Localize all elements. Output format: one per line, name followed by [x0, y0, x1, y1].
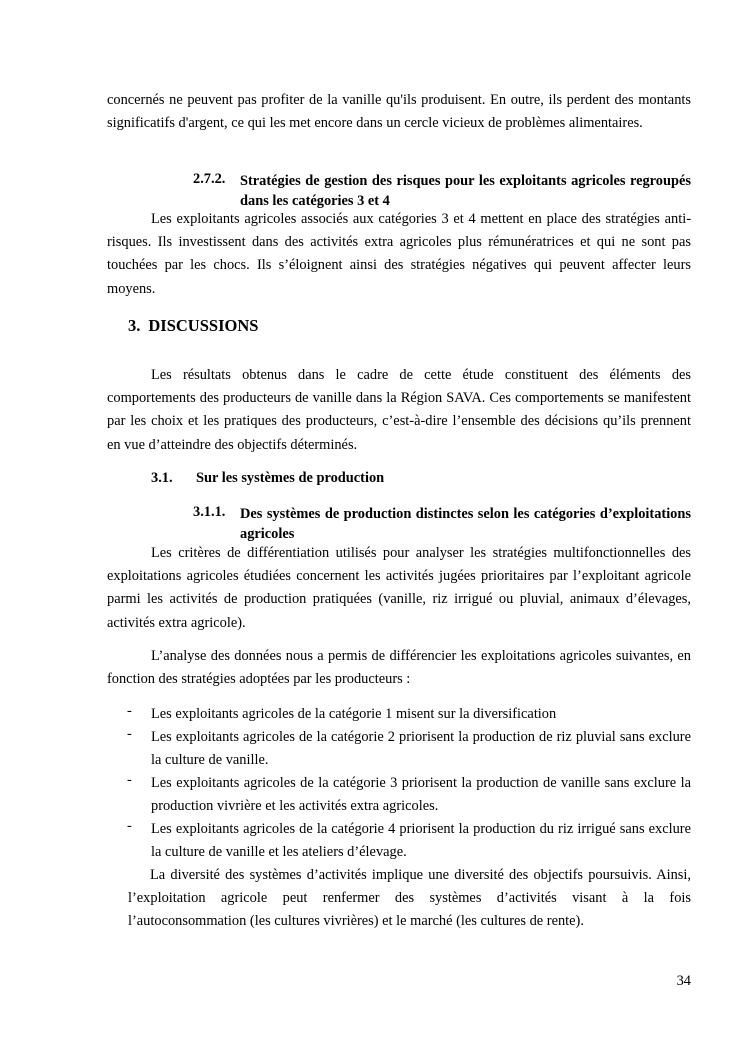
bullet-marker: - [127, 772, 132, 788]
section-3-number: 3. [128, 316, 141, 335]
heading-2-7-2-number: 2.7.2. [193, 171, 226, 187]
page-number: 34 [676, 973, 691, 989]
heading-3-1-number: 3.1. [151, 470, 173, 486]
bullet-marker: - [127, 818, 132, 834]
paragraph-3: Les résultats obtenus dans le cadre de cette étude constituent des éléments des comportements des producteurs de vanille dans la Région SAVA. Ces comportements se manifestent par les choix et les pratiques des producteurs, c’est-à-dire l’ensemble des décisions qu’ils prennent en vue d’atteindre des objectifs déterminés. [107, 367, 691, 453]
bullet-marker: - [127, 726, 132, 742]
section-3-heading [128, 316, 266, 336]
list-item: Les exploitants agricoles de la catégorie 4 priorisent la production du riz irrigué sans exclure la culture de vanille et les ateliers d’élevage. [151, 821, 691, 861]
heading-3-1-1-number: 3.1.1. [193, 504, 226, 520]
intro-paragraph: concernés ne peuvent pas profiter de la vanille qu'ils produisent. En outre, ils perdent des montants significatifs d'argent, ce qui les met encore dans un cercle vicieux de problèmes alimentaires. [107, 92, 691, 132]
bullet-marker: - [127, 703, 132, 719]
list-item: Les exploitants agricoles de la catégorie 3 priorisent la production de vanille sans exclure la production vivrière et les activités extra agricoles. [151, 775, 691, 815]
heading-3-1-1-title: Des systèmes de production distinctes selon les catégories d’exploitations agricoles [240, 506, 691, 542]
paragraph-2-7-2: Les exploitants agricoles associés aux catégories 3 et 4 mettent en place des stratégies anti-risques. Ils investissent dans des activités extra agricoles plus rémunératrices et qui ne sont pas touchées par les chocs. Ils s’éloignent ainsi des stratégies négatives qui peuvent affecter leurs moyens. [107, 211, 691, 297]
section-3-title: DISCUSSIONS [148, 316, 259, 335]
list-item: Les exploitants agricoles de la catégorie 1 misent sur la diversification [151, 706, 557, 722]
list-item: Les exploitants agricoles de la catégorie 2 priorisent la production de riz pluvial sans exclure la culture de vanille. [151, 729, 691, 769]
heading-3-1-title: Sur les systèmes de production [196, 470, 385, 486]
paragraph-final: La diversité des systèmes d’activités implique une diversité des objectifs poursuivis. Ainsi, l’exploitation agricole peut renfermer des systèmes d’activités visant à la fois l’autoconsommation (les cultures vivrières) et le marché (les cultures de rente). [128, 867, 691, 930]
paragraph-3-1-1-a: Les critères de différentiation utilisés pour analyser les stratégies multifonctionnelles des exploitations agricoles étudiées concernent les activités jugées prioritaires par l’exploitant agricole parmi les activités de production pratiquées (vanille, riz irrigué ou pluvial, animaux d’élevages, activités extra agricole). [107, 545, 691, 631]
paragraph-3-1-1-b: L’analyse des données nous a permis de différencier les exploitations agricoles suivantes, en fonction des stratégies adoptées par les producteurs : [107, 648, 691, 688]
heading-2-7-2-title: Stratégies de gestion des risques pour les exploitants agricoles regroupés dans les catégories 3 et 4 [240, 173, 691, 209]
